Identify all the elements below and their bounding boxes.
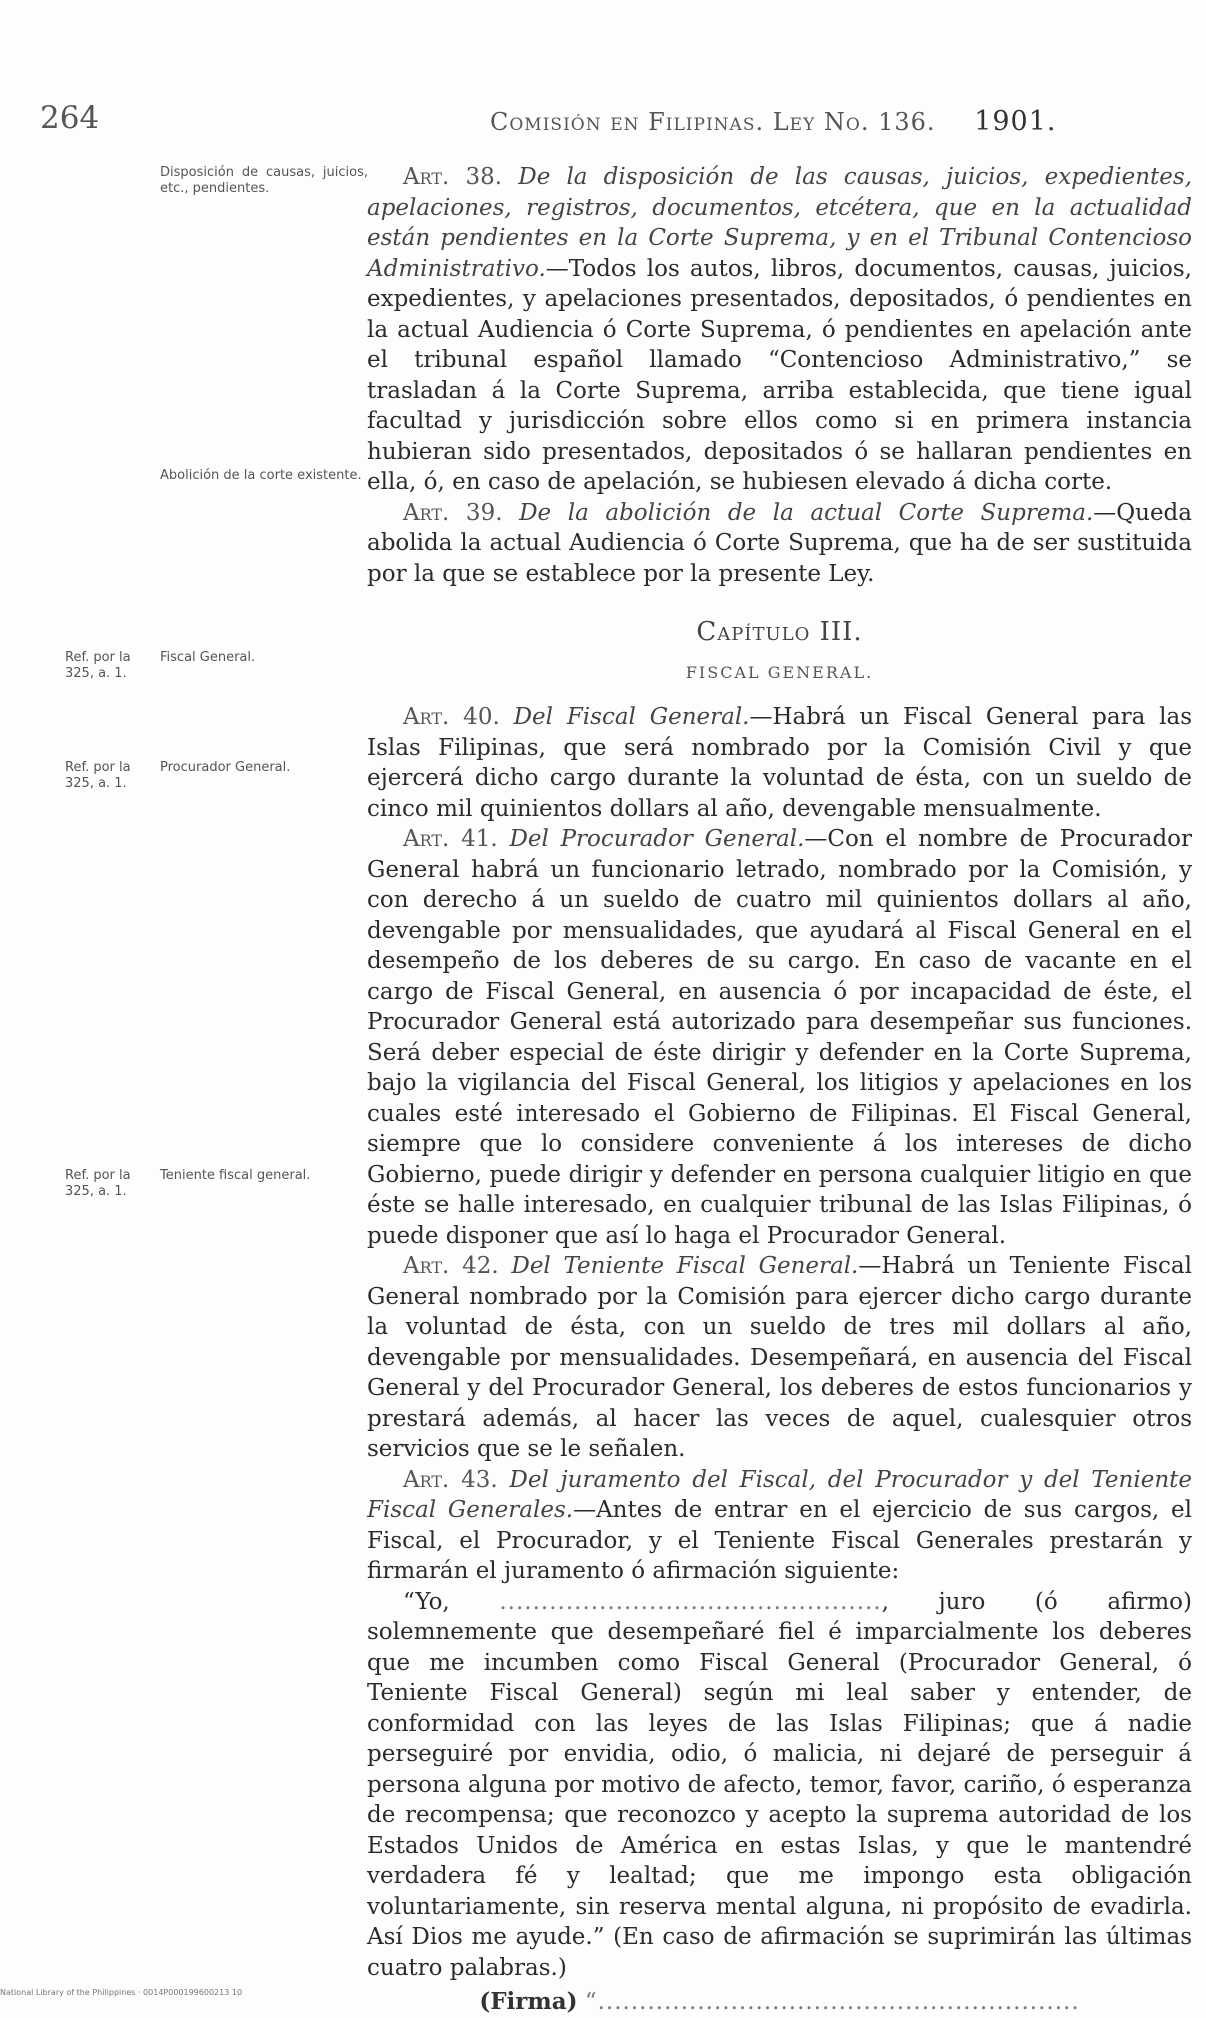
oath-body: , juro (ó afirmo) solemnemente que desempeñaré fiel é imparcialmente los deberes que me incumben como Fiscal General (Procurador General, ó Teniente Fiscal General) según mi leal saber y entender, de conformidad con las leyes de las Islas Filipinas; que á nadie perseguiré por envidia, odio, ó malicia, ni dejaré de perseguir á persona alguna por motivo de afecto, temor, favor, cariño, ó esperanza de recompensa; que reconozco y acepto la suprema autoridad de los Estados Unidos de América en estas Islas, y que le mantendré verdadera fé y lealtad; que me impongo esta obligación voluntariamente, sin reserva mental alguna, ni propósito de evadirla. Así Dios me ayude.” (En caso de afirmación se suprimirán las últimas cuatro palabras.): [367, 1588, 1193, 1981]
article-41: [367, 824, 1192, 1251]
section-heading: FISCAL GENERAL.: [685, 662, 874, 682]
library-stamp: National Library of the Philippines · 0014P000199600213 10: [0, 1988, 243, 1997]
article-39-title: De la abolición de la actual Corte Suprema.: [519, 499, 1094, 526]
margin-note-ref-art41: Ref. por la 325, a. 1.: [65, 760, 131, 791]
article-38-title: De la disposición de las causas, juicios, expedientes, apelaciones, registros, documentos, etcétera, que en la actualidad están pendientes en la Corte Suprema, y en el Tribunal Contencioso Administrativo.: [367, 164, 1193, 282]
article-38: [367, 162, 1192, 498]
article-42-text: —Habrá un Teniente Fiscal General nombrado por la Comisión para ejercer dicho cargo durante la voluntad de ésta, con un sueldo de tres mil dollars al año, devengable por mensualidades. Desempeñará, en ausencia del Fiscal General y del Procurador General, los deberes de estos funcionarios y prestará además, al hacer las veces de aquel, cualesquier otros servicios que se le señalen.: [367, 1253, 1193, 1462]
margin-note-abolition: Abolición de la corte existente.: [160, 468, 362, 483]
running-head-title: Comisión en Filipinas. Ley No. 136.: [490, 108, 936, 136]
signature-label: (Firma): [479, 1988, 578, 2015]
chapter-heading: Capítulo III.: [696, 617, 863, 647]
article-41-title: Del Procurador General.: [509, 826, 805, 852]
article-43-text: —Antes de entrar en el ejercicio de sus cargos, el Fiscal, el Procurador, y el Teniente Fiscal Generales prestarán y firmarán el juramento ó afirmación siguiente:: [367, 1497, 1193, 1584]
article-43-title: Del juramento del Fiscal, del Procurador y del Teniente Fiscal Generales.: [367, 1466, 1192, 1523]
article-43: [367, 1465, 1192, 1587]
article-40-title: Del Fiscal General.: [513, 704, 750, 730]
article-40-label: Art. 40.: [403, 704, 500, 730]
article-40-text: —Habrá un Fiscal General para las Islas Filipinas, que será nombrado por la Comisión Civil y que ejercerá dicho cargo durante la voluntad de ésta, con un sueldo de cinco mil quinientos dollars al año, devengable mensualmente.: [367, 704, 1192, 822]
article-42-label: Art. 42.: [403, 1253, 499, 1279]
article-42: [367, 1251, 1192, 1465]
article-43-label: Art. 43.: [403, 1466, 498, 1493]
margin-note-ref-art42: Ref. por la 325, a. 1.: [65, 1168, 131, 1199]
page-number: 264: [40, 100, 100, 136]
article-40: [367, 702, 1192, 824]
oath-name-blank: ..............................................: [499, 1588, 882, 1615]
article-38-label: Art. 38.: [403, 164, 503, 190]
margin-note-procurador-general: Procurador General.: [160, 760, 291, 775]
article-39: [367, 498, 1192, 590]
article-39-text: —Queda abolida la actual Audiencia ó Corte Suprema, que ha de ser sustituida por la que se establece por la presente Ley.: [367, 499, 1192, 587]
oath-text: [367, 1587, 1192, 1984]
oath-opening: “Yo,: [403, 1588, 450, 1615]
article-42-title: Del Teniente Fiscal General.: [511, 1253, 859, 1279]
signature-line: [367, 1987, 1192, 2018]
article-39-label: Art. 39.: [403, 499, 503, 526]
margin-note-teniente-fiscal: Teniente fiscal general.: [160, 1168, 311, 1183]
article-41-label: Art. 41.: [403, 826, 498, 852]
running-head: [490, 106, 1057, 137]
margin-note-fiscal-general: Fiscal General.: [160, 650, 256, 665]
margin-note-pending-cases: Disposición de causas, juicios, etc., pendientes.: [160, 165, 368, 196]
article-38-text: —Todos los autos, libros, documentos, causas, juicios, expedientes, y apelaciones presentados, depositados, ó pendientes en la actual Audiencia ó Corte Suprema, ó pendientes en apelación ante el tribunal español llamado “Contencioso Administrativo,” se trasladan á la Corte Suprema, arriba establecida, que tiene igual facultad y jurisdicción sobre ellos como si en primera instancia hubieran sido presentados, depositados ó se hallaran pendientes en ella, ó, en caso de apelación, se hubiesen elevado á dicha corte.: [367, 255, 1192, 495]
signature-blank: “..........................................................: [584, 1989, 1080, 2015]
running-head-year: 1901.: [974, 106, 1057, 137]
main-text: [367, 162, 1192, 2018]
margin-note-ref-art40: Ref. por la 325, a. 1.: [65, 650, 131, 681]
article-41-text: —Con el nombre de Procurador General habrá un funcionario letrado, nombrado por la Comisión, y con derecho á un sueldo de cuatro mil quinientos dollars al año, devengable por mensualidades, que ayudará al Fiscal General en el desempeño de los deberes de su cargo. En caso de vacante en el cargo de Fiscal General, en ausencia ó por incapacidad de éste, el Procurador General está autorizado para desempeñar sus funciones. Será deber especial de éste dirigir y defender en la Corte Suprema, bajo la vigilancia del Fiscal General, los litigios y apelaciones en los cuales esté interesado el Gobierno de Filipinas. El Fiscal General, siempre que lo considere conveniente á los intereses de dicho Gobierno, puede dirigir y defender en persona cualquier litigio en que éste se halle interesado, en cualquier tribunal de las Islas Filipinas, ó puede disponer que así lo haga el Procurador General.: [367, 826, 1193, 1249]
